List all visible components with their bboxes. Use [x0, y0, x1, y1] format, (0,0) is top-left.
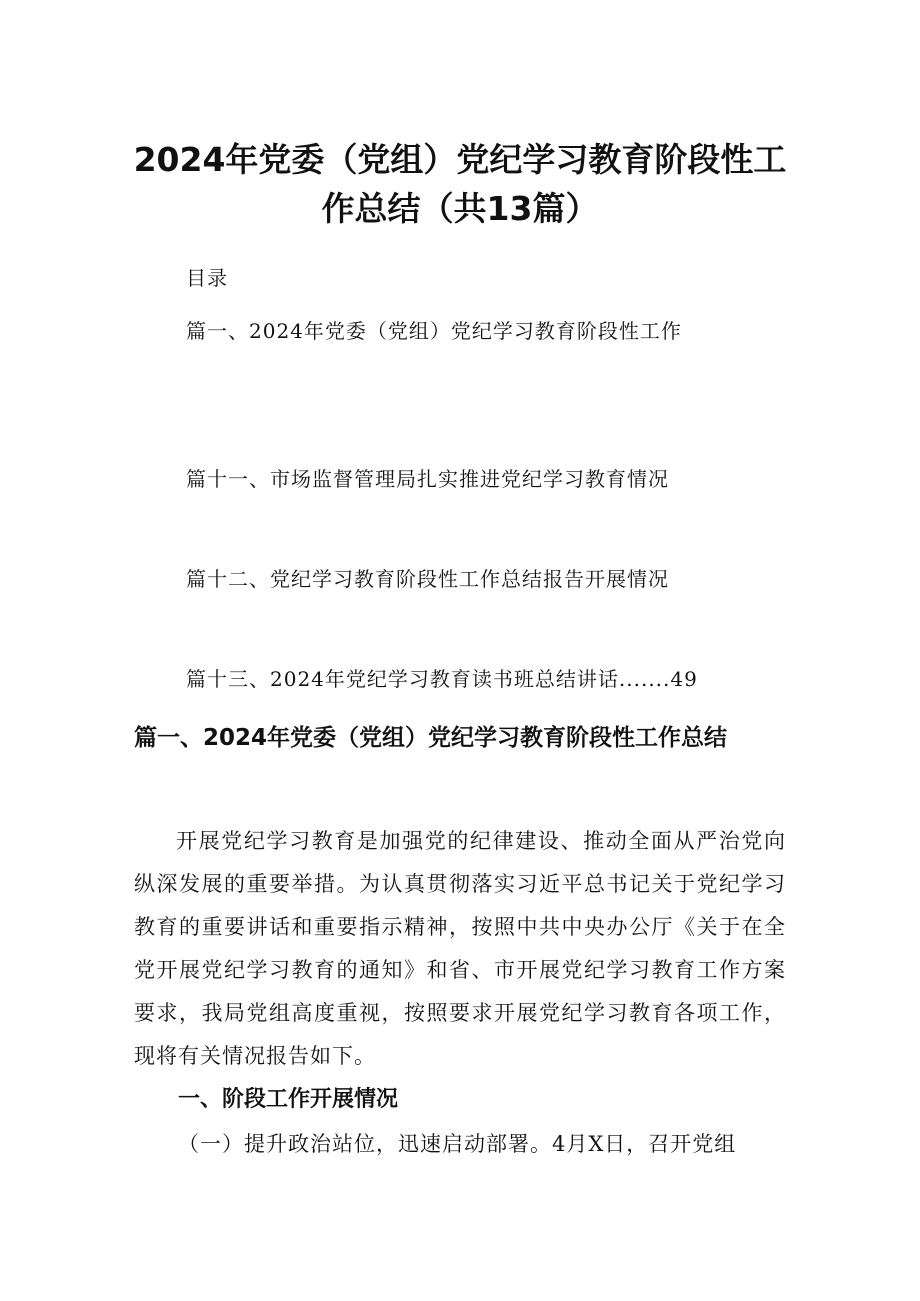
- document-title-line-2: 作总结（共13篇）: [321, 189, 599, 228]
- body-paragraph: （一）提升政治站位，迅速启动部署。4月X日，召开党组: [178, 1132, 737, 1156]
- section-heading: 篇一、2024年党委（党组）党纪学习教育阶段性工作总结: [134, 725, 728, 751]
- toc-item: 篇一、2024年党委（党组）党纪学习教育阶段性工作: [186, 319, 682, 343]
- toc-item: 篇十三、2024年党纪学习教育读书班总结讲话.......49: [186, 667, 698, 691]
- toc-label: 目录: [186, 266, 228, 290]
- toc-item: 篇十二、党纪学习教育阶段性工作总结报告开展情况: [186, 567, 669, 591]
- subheading: 一、阶段工作开展情况: [178, 1087, 399, 1112]
- document-title-line-1: 2024年党委（党组）党纪学习教育阶段性工: [133, 140, 787, 179]
- intro-paragraph: 开展党纪学习教育是加强党的纪律建设、推动全面从严治党向纵深发展的重要举措。为认真贯彻落实习近平总书记关于党纪学习教育的重要讲话和重要指示精神，按照中共中央办公厅《关于在全党开展党纪学习教育的通知》和省、市开展党纪学习教育工作方案要求，我局党组高度重视，按照要求开展党纪学习教育各项工作，现将有关情况报告如下。: [134, 829, 786, 1068]
- toc-item: 篇十一、市场监督管理局扎实推进党纪学习教育情况: [186, 467, 669, 491]
